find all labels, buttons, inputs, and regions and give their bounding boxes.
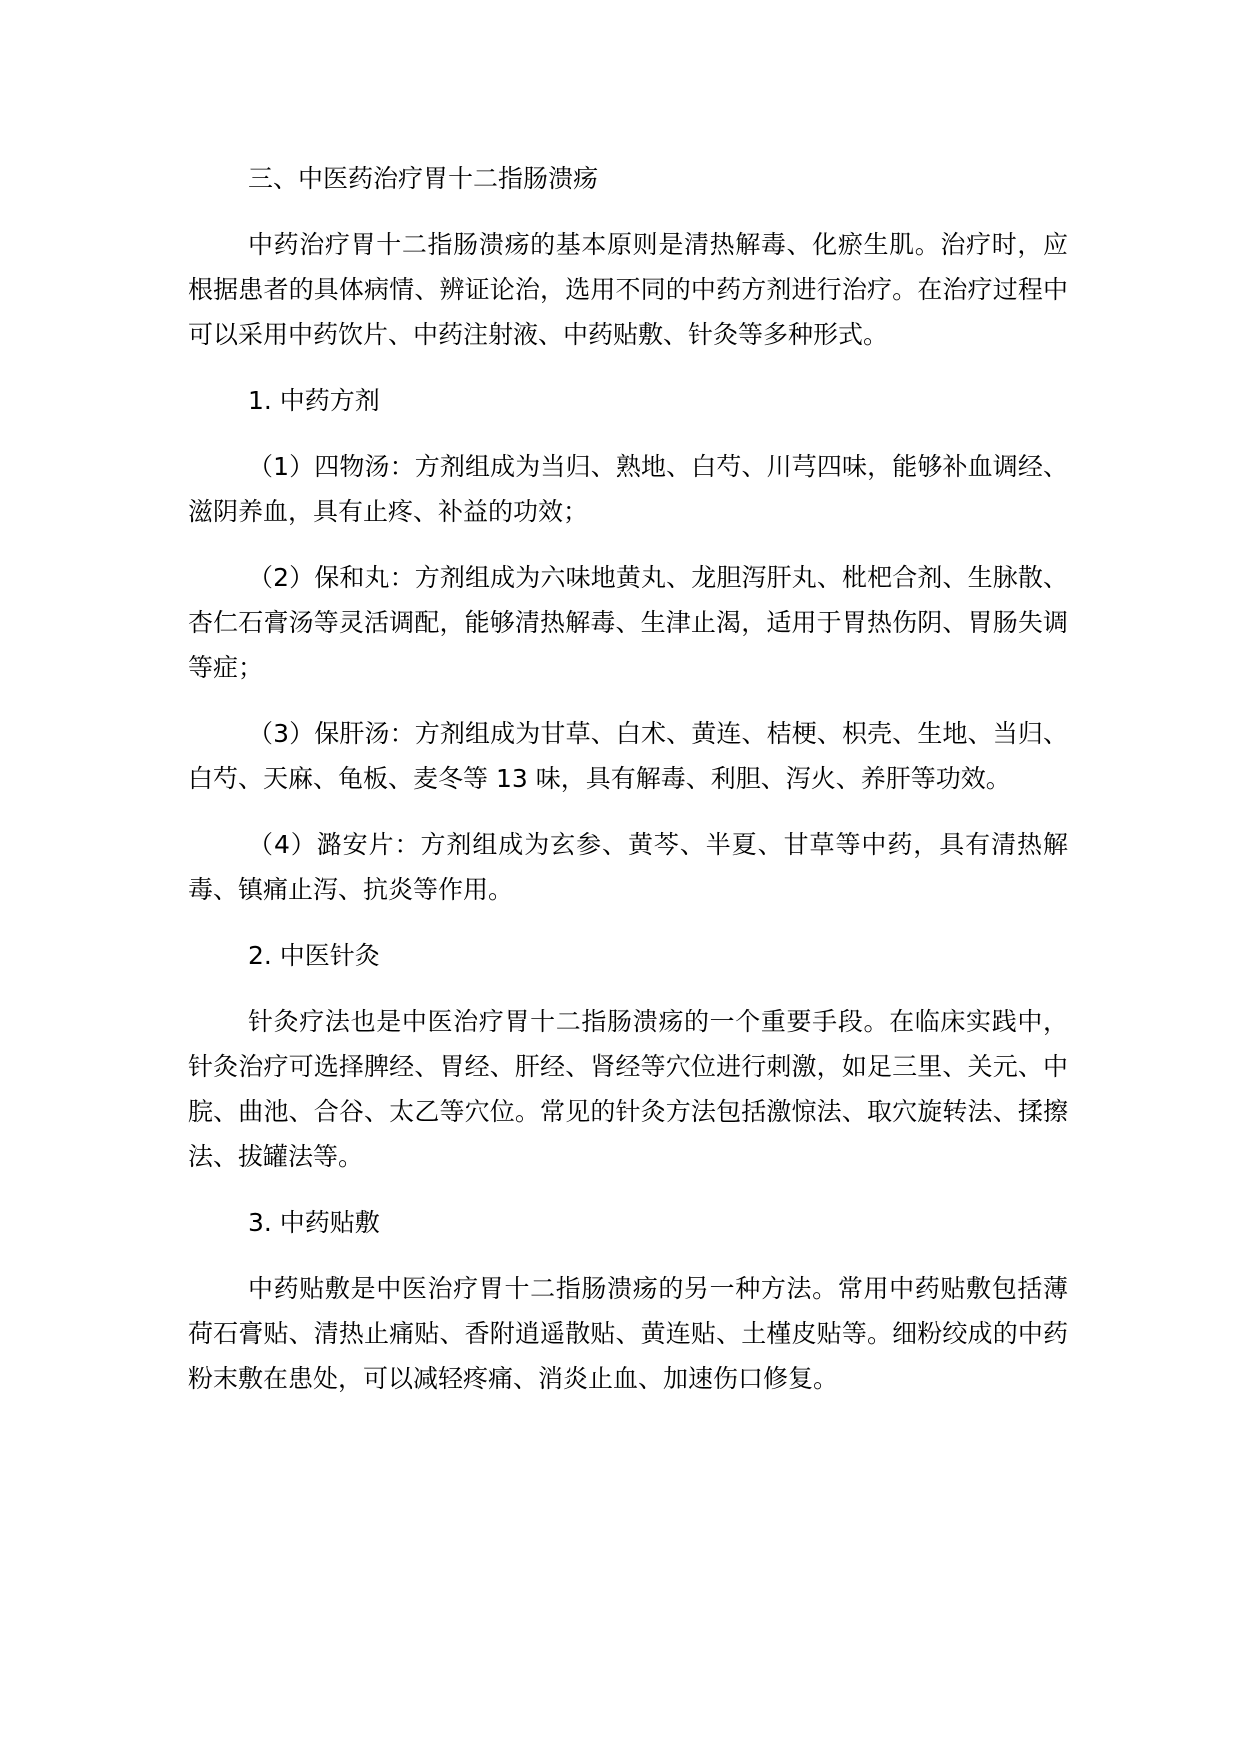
acupuncture-paragraph: 针灸疗法也是中医治疗胃十二指肠溃疡的一个重要手段。在临床实践中，针灸治疗可选择脾经、胃经、肝经、肾经等穴位进行刺激，如足三里、关元、中脘、曲池、合谷、太乙等穴位。常见的针灸方法包括激惊法、取穴旋转法、揉擦法、拔罐法等。 (188, 1007, 1068, 1171)
formula-item-baogantang: （3）保肝汤：方剂组成为甘草、白术、黄连、桔梗、枳壳、生地、当归、白芍、天麻、龟板、麦冬等 13 味，具有解毒、利胆、泻火、养肝等功效。 (188, 719, 1068, 793)
formula-item-siwutang: （1）四物汤：方剂组成为当归、熟地、白芍、川芎四味，能够补血调经、滋阴养血，具有止疼、补益的功效； (188, 452, 1068, 526)
intro-paragraph: 中药治疗胃十二指肠溃疡的基本原则是清热解毒、化瘀生肌。治疗时，应根据患者的具体病情、辨证论治，选用不同的中药方剂进行治疗。在治疗过程中可以采用中药饮片、中药注射液、中药贴敷、针灸等多种形式。 (188, 230, 1068, 349)
subsection-title-formulas: 1. 中药方剂 (248, 386, 380, 415)
plaster-paragraph: 中药贴敷是中医治疗胃十二指肠溃疡的另一种方法。常用中药贴敷包括薄荷石膏贴、清热止痛贴、香附逍遥散贴、黄连贴、土槿皮贴等。细粉绞成的中药粉末敷在患处，可以减轻疼痛、消炎止血、加速伤口修复。 (188, 1274, 1068, 1393)
subsection-title-acupuncture: 2. 中医针灸 (248, 941, 380, 970)
document-body (188, 156, 1068, 1422)
formula-item-baohewan: （2）保和丸：方剂组成为六味地黄丸、龙胆泻肝丸、枇杷合剂、生脉散、杏仁石膏汤等灵活调配，能够清热解毒、生津止渴，适用于胃热伤阴、胃肠失调等症； (188, 563, 1068, 682)
subsection-title-plaster: 3. 中药贴敷 (248, 1208, 380, 1237)
formula-item-luanpian: （4）潞安片：方剂组成为玄参、黄芩、半夏、甘草等中药，具有清热解毒、镇痛止泻、抗炎等作用。 (188, 830, 1068, 904)
section-title: 三、中医药治疗胃十二指肠溃疡 (248, 164, 599, 193)
